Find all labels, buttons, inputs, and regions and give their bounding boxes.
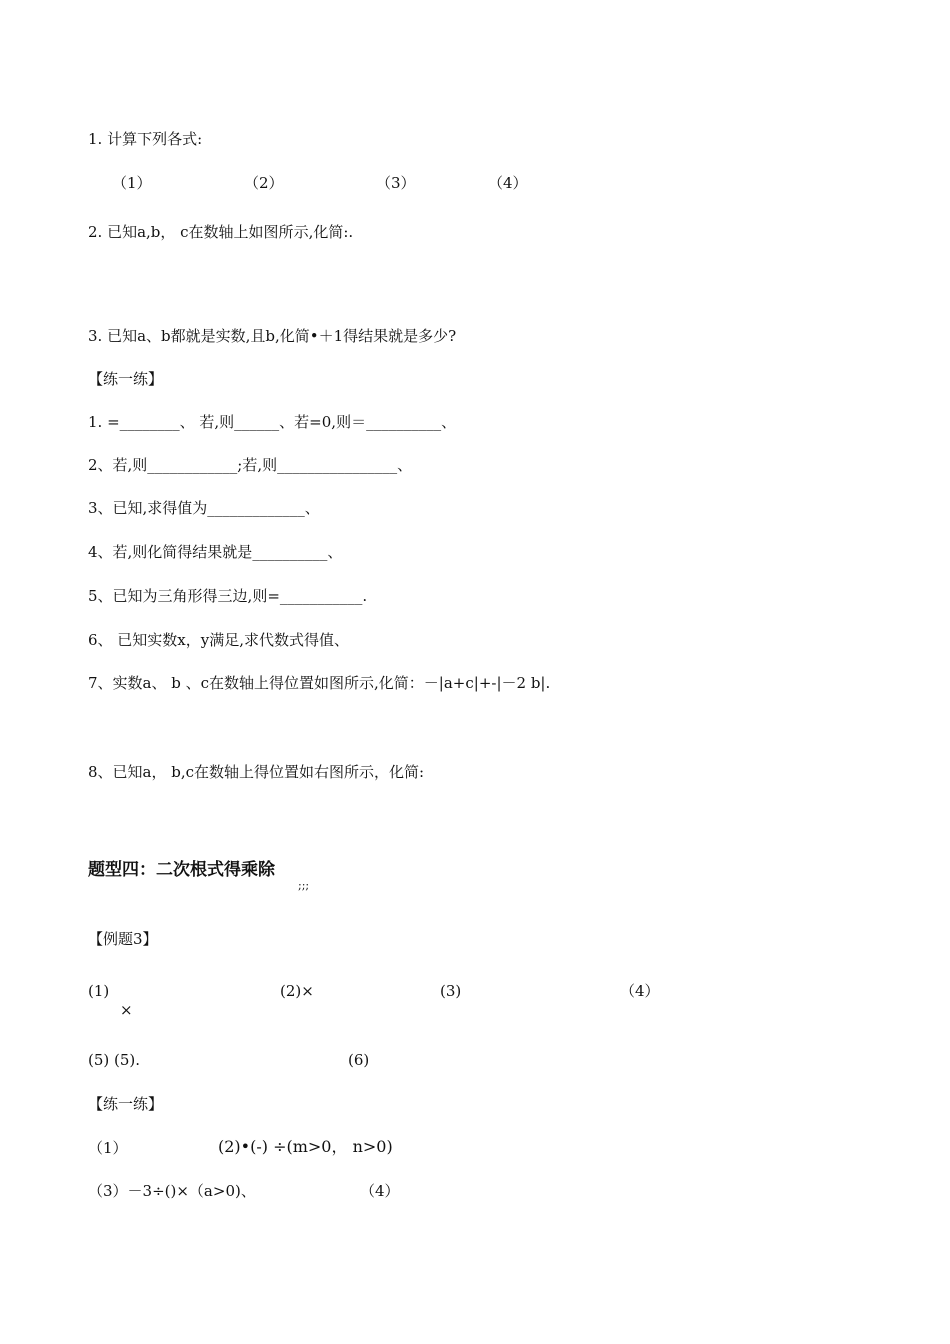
example-item-5: (5) (5).: [88, 1051, 141, 1069]
practice-line-6: 6、 已知实数x，y满足,求代数式得值、: [88, 631, 350, 649]
practice2-item-4: （4）: [360, 1182, 400, 1200]
example-item-1-times: ×: [120, 1001, 133, 1019]
q1-item-3: （3）: [376, 174, 416, 192]
practice-line-3: 3、已知,求得值为_____________、: [88, 499, 320, 517]
practice-line-4: 4、若,则化简得结果就是__________、: [88, 543, 343, 561]
q1-item-4: （4）: [488, 174, 528, 192]
example-item-3: (3): [440, 982, 462, 1000]
section-heading-suffix: ;;;: [298, 879, 310, 892]
q1-item-2: （2）: [244, 174, 284, 192]
practice2-item-1: （1）: [88, 1139, 128, 1157]
question-1: 1. 计算下列各式:: [88, 130, 203, 148]
practice2-item-3: （3）－3÷()×（a>0)、: [88, 1182, 256, 1200]
section-heading: 题型四：二次根式得乘除: [88, 860, 275, 880]
example-item-4: （4）: [620, 982, 660, 1000]
question-2: 2. 已知a,b， c在数轴上如图所示,化简:.: [88, 223, 354, 241]
practice-title-2: 【练一练】: [88, 1095, 164, 1113]
example-item-1: (1): [88, 982, 110, 1000]
practice-line-7: 7、实数a、 b 、c在数轴上得位置如图所示,化简：－|a+c|+-|－2 b|.: [88, 674, 551, 692]
example-item-6: (6): [348, 1051, 370, 1069]
practice-line-5: 5、已知为三角形得三边,则=___________.: [88, 587, 368, 605]
q1-item-1: （1）: [112, 174, 152, 192]
practice2-item-2: (2)•(-) ÷(m>0， n>0): [218, 1137, 393, 1156]
example-item-2: (2)×: [280, 982, 314, 1000]
example-title: 【例题3】: [88, 930, 158, 948]
practice-line-8: 8、已知a， b,c在数轴上得位置如右图所示，化简:: [88, 763, 425, 781]
practice-line-2: 2、若,则____________;若,则________________、: [88, 456, 413, 474]
question-3: 3. 已知a、b都就是实数,且b,化简•＋1得结果就是多少?: [88, 327, 457, 345]
practice-title-1: 【练一练】: [88, 370, 164, 388]
practice-line-1: 1. =________、 若,则______、若=0,则＝__________、: [88, 413, 457, 431]
